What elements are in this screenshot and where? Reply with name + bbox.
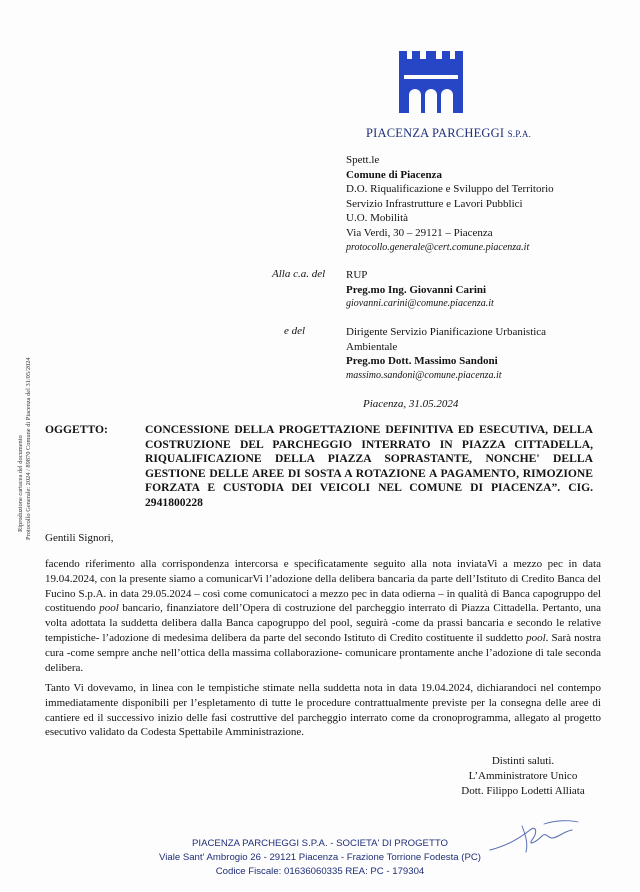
footer-tax-code: Codice Fiscale: 01636060335 REA: PC - 179304 [215,866,425,877]
attention-label: e del [284,325,306,337]
paragraph-text: bancario, finanziatore dell’Opera di costruzione del parcheggio interrato di Piazza Cittadella. Pertanto, una volta adottata la suddetta delibera dalla Banca capogruppo del pool, seguirà -come da prassi bancaria e secondo le relative tempistiche- l’adozione di medesima delibera da parte del secondo Istituto di Credito costituente il suddetto [45,602,602,644]
recipient-line: Comune di Piacenza [346,168,442,181]
footer-company: PIACENZA PARCHEGGI S.P.A. - SOCIETA' DI PROGETTO [192,838,448,849]
body-paragraph-1 [45,557,601,675]
closing-role: L’Amministratore Unico [468,770,578,782]
company-suffix: S.P.A. [507,129,532,139]
paragraph-text: . Sarà nostra cura -come sempre anche nell’ottica della massima collaborazione- comunicare prontamente anche l’adozione di tale seconda delibera. [45,631,601,674]
handwritten-signature [486,816,582,856]
company-name-text: PIACENZA PARCHEGGI [366,126,505,140]
recipient-pec-email: protocollo.generale@cert.comune.piacenza.it [346,241,530,253]
recipient-line: Spett.le [346,154,380,166]
attention-name: Preg.mo Dott. Massimo Sandoni [346,355,498,368]
recipient-line: D.O. Riqualificazione e Sviluppo del Territorio [346,183,554,196]
recipient-line: Servizio Infrastrutture e Lavori Pubblici [346,197,523,210]
attention-dirigente [346,325,546,383]
pool-term: pool [526,631,546,644]
side-stamp-line1: Riproduzione cartacea del documento [17,435,24,532]
attention-title: Dirigente Servizio Pianificazione Urbanistica [346,326,547,338]
recipient-line: U.O. Mobilità [346,212,409,225]
subject-label: OGGETTO: [45,423,108,436]
company-name [366,126,531,141]
attention-email: massimo.sandoni@comune.piacenza.it [346,369,502,381]
side-stamp [16,300,32,540]
body-paragraph-2: Tanto Vi dovevamo, in linea con le tempistiche stimate nella suddetta nota in data 19.04.2024, dichiarandoci nel contempo immediatamente disponibili per l’espletamento di tutte le procedure contrattualmente previste per la consegna delle aree di cantiere ed il successivo inizio delle fasi costruttive del parcheggio interrato come da cronoprogramma, allegato al progetto esecutivo validato da Codesta Spettabile Amministrazione. [45,682,601,739]
castle-logo-icon [399,51,463,113]
letter-date: Piacenza, 31.05.2024 [363,398,459,410]
company-logo [399,51,463,113]
attention-title: RUP [346,269,368,281]
closing-salutation: Distinti saluti. [491,755,555,767]
attention-name: Preg.mo Ing. Giovanni Carini [346,283,487,296]
attention-title: Ambientale [346,340,398,353]
pool-term: pool [99,602,119,615]
footer-address: Viale Sant' Ambrogio 26 - 29121 Piacenza - Frazione Torrione Fodesta (PC) [159,852,481,863]
attention-label: Alla c.a. del [272,268,326,280]
subject-text: CONCESSIONE DELLA PROGETTAZIONE DEFINITIVA ED ESECUTIVA, DELLA COSTRUZIONE DEL PARCHEGGIO INTERRATO IN PIAZZA CITTADELLA, RIQUALIFICAZIONE DELLA PIAZZA SOPRASTANTE, NONCHE' DELLA GESTIONE DELLE AREE DI SOSTA A ROTAZIONE A PAGAMENTO, RIMOZIONE FORZATA E CUSTODIA DEI VEICOLI NEL COMUNE DI PIACENZA”. CIG. 2941800228 [145,423,593,509]
paragraph-text: facendo riferimento alla corrispondenza intercorsa e specificatamente seguito alla nota inviataVi a mezzo pec in data 19.04.2024, con la presente siamo a comunicarVi l’adozione della delibera bancaria da parte dell’Istituto di Credito Banca del Fucino S.p.A. in data 29.05.2024 – così come comunicatoci a mezzo pec in data odierna – in qualità di Banca capogruppo del costituendo [45,558,601,615]
greeting: Gentili Signori, [45,532,114,544]
recipient-address [346,153,554,255]
side-stamp-line2: Protocollo Generale: 2024 / 89870 Comune di Piacenza del 31/05/2024 [25,357,32,540]
recipient-line: Via Verdi, 30 – 29121 – Piacenza [346,226,493,239]
attention-rup [346,268,494,312]
attention-email: giovanni.carini@comune.piacenza.it [346,298,494,310]
closing-name: Dott. Filippo Lodetti Alliata [461,785,585,797]
